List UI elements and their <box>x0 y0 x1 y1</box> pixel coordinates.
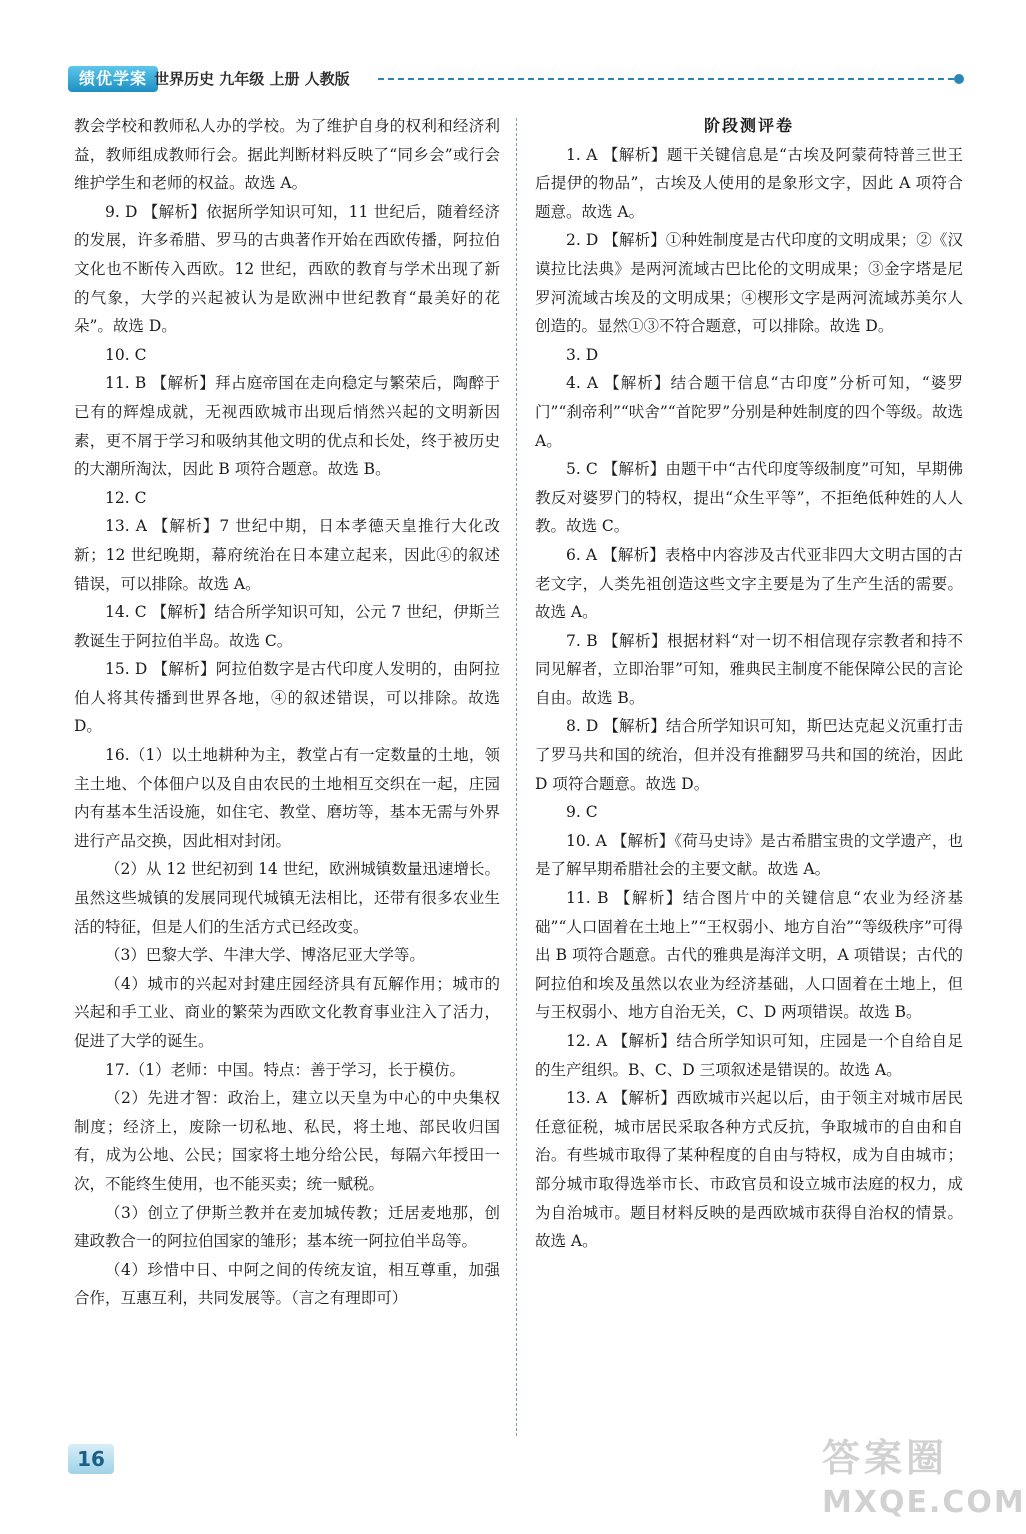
answer-paragraph: 13. A 【解析】7 世纪中期，日本孝德天皇推行大化改新；12 世纪晚期，幕府统治在日本建立起来，因此④的叙述错误，可以排除。故选 A。 <box>74 517 500 593</box>
right-column <box>535 112 963 1256</box>
answer-paragraph: 4. A 【解析】结合题干信息“古印度”分析可知，“婆罗门”“刹帝利”“吠舍”“首陀罗”分别是种姓制度的四个等级。故选 A。 <box>535 374 963 450</box>
answer-paragraph: 教会学校和教师私人办的学校。为了维护自身的权利和经济利益，教师组成教师行会。据此判断材料反映了“同乡会”或行会维护学生和老师的权益。故选 A。 <box>74 117 500 193</box>
answer-paragraph: 9. C <box>566 803 598 822</box>
answer-paragraph: （2）先进才智：政治上，建立以天皇为中心的中央集权制度；经济上，废除一切私地、私民，将土地、部民收归国有，成为公地、公民；国家将土地分给公民，每隔六年授田一次，不能终生使用，也不能买卖；统一赋税。 <box>74 1089 500 1193</box>
header-rule <box>378 78 954 80</box>
watermark-text: 答案圈 <box>822 1436 949 1480</box>
answer-paragraph: 15. D 【解析】阿拉伯数字是古代印度人发明的，由阿拉伯人将其传播到世界各地，④的叙述错误，可以排除。故选 D。 <box>74 660 500 736</box>
page-number: 16 <box>68 1444 114 1474</box>
answer-paragraph: 3. D <box>566 345 599 364</box>
header-dot-icon <box>954 74 964 84</box>
answer-paragraph: 2. D 【解析】①种姓制度是古代印度的文明成果；②《汉谟拉比法典》是两河流域古巴比伦的文明成果；③金字塔是尼罗河流域古埃及的文明成果；④楔形文字是两河流域苏美尔人创造的。显然①③不符合题意，可以排除。故选 D。 <box>535 231 963 336</box>
answer-paragraph: 14. C 【解析】结合所学知识可知，公元 7 世纪，伊斯兰教诞生于阿拉伯半岛。故选 C。 <box>74 603 500 650</box>
answer-paragraph: 10. A 【解析】《荷马史诗》是古希腊宝贵的文学遗产，也是了解早期希腊社会的主要文献。故选 A。 <box>535 831 963 879</box>
answer-paragraph: 11. B 【解析】拜占庭帝国在走向稳定与繁荣后，陶醉于已有的辉煌成就，无视西欧城市出现后悄然兴起的文明新因素，更不屑于学习和吸纳其他文明的优点和长处，终于被历史的大潮所淘汰，因此 B 项符合题意。故选 B。 <box>74 374 500 479</box>
answer-paragraph: （3）创立了伊斯兰教并在麦加城传教；迁居麦地那，创建政教合一的阿拉伯国家的雏形；基本统一阿拉伯半岛等。 <box>74 1203 500 1251</box>
answer-paragraph: 12. C <box>105 488 147 507</box>
answer-paragraph: （2）从 12 世纪初到 14 世纪，欧洲城镇数量迅速增长。虽然这些城镇的发展同现代城镇无法相比，还带有很多农业生活的特征，但是人们的生活方式已经改变。 <box>74 860 500 936</box>
left-column <box>74 112 500 1313</box>
column-divider <box>516 118 517 1436</box>
watermark-url: MXQE.COM <box>822 1485 1026 1520</box>
watermark-logo <box>822 1432 1026 1528</box>
answer-paragraph: 6. A 【解析】表格中内容涉及古代亚非四大文明古国的古老文字，人类先祖创造这些文字主要是为了生产生活的需要。故选 A。 <box>535 545 963 622</box>
answer-paragraph: 1. A 【解析】题干关键信息是“古埃及阿蒙荷特普三世王后提伊的物品”，古埃及人使用的是象形文字，因此 A 项符合题意。故选 A。 <box>535 145 963 221</box>
header-title: 世界历史 九年级 上册 人教版 <box>154 70 350 88</box>
answer-paragraph: （4）珍惜中日、中阿之间的传统友谊，相互尊重，加强合作，互惠互利，共同发展等。（言之有理即可） <box>74 1260 500 1308</box>
answer-paragraph: 8. D 【解析】结合所学知识可知，斯巴达克起义沉重打击了罗马共和国的统治，但并没有推翻罗马共和国的统治，因此 D 项符合题意。故选 D。 <box>535 717 963 793</box>
answer-paragraph: 11. B 【解析】结合图片中的关键信息“农业为经济基础”“人口固着在土地上”“王权弱小、地方自治”“等级秩序”可得出 B 项符合题意。古代的雅典是海洋文明，A 项错误；古代的阿拉伯和埃及虽然以农业为经济基础，人口固着在土地上，但与王权弱小、地方自治无关，C、D 两项错误。故选 B。 <box>535 889 963 1022</box>
answer-paragraph: （3）巴黎大学、牛津大学、博洛尼亚大学等。 <box>105 946 425 965</box>
answer-paragraph: 17.（1）老师：中国。特点：善于学习，长于模仿。 <box>105 1060 466 1079</box>
page-header <box>68 62 968 98</box>
book-logo: 绩优学案 <box>68 66 158 92</box>
answer-paragraph: 12. A 【解析】结合所学知识可知，庄园是一个自给自足的生产组织。B、C、D 三项叙述是错误的。故选 A。 <box>535 1032 963 1079</box>
answer-paragraph: （4）城市的兴起对封建庄园经济具有瓦解作用；城市的兴起和手工业、商业的繁荣为西欧文化教育事业注入了活力，促进了大学的诞生。 <box>74 974 500 1050</box>
answer-paragraph: 16.（1）以土地耕种为主，教堂占有一定数量的土地，领主土地、个体佃户以及自由农民的土地相互交织在一起，庄园内有基本生活设施，如住宅、教堂、磨坊等，基本无需与外界进行产品交换，因此相对封闭。 <box>74 746 500 850</box>
answer-paragraph: 9. D 【解析】依据所学知识可知，11 世纪后，随着经济的发展，许多希腊、罗马的古典著作开始在西欧传播，阿拉伯文化也不断传入西欧。12 世纪，西欧的教育与学术出现了新的气象，大学的兴起被认为是欧洲中世纪教育“最美好的花朵”。故选 D。 <box>74 202 500 336</box>
answer-paragraph: 13. A 【解析】西欧城市兴起以后，由于领主对城市居民任意征税，城市居民采取各种方式反抗，争取城市的自由和自治。有些城市取得了某种程度的自由与特权，成为自由城市；部分城市取得选举市长、市政官员和设立城市法庭的权力，成为自治城市。题目材料反映的是西欧城市获得自治权的情景。故选 A。 <box>535 1089 963 1251</box>
answer-paragraph: 7. B 【解析】根据材料“对一切不相信现存宗教者和持不同见解者，立即治罪”可知，雅典民主制度不能保障公民的言论自由。故选 B。 <box>535 631 963 707</box>
answer-paragraph: 10. C <box>105 345 147 364</box>
answer-paragraph: 5. C 【解析】由题干中“古代印度等级制度”可知，早期佛教反对婆罗门的特权，提出“众生平等”，不拒绝低种姓的人人教。故选 C。 <box>535 460 963 536</box>
section-title: 阶段测评卷 <box>703 116 794 135</box>
